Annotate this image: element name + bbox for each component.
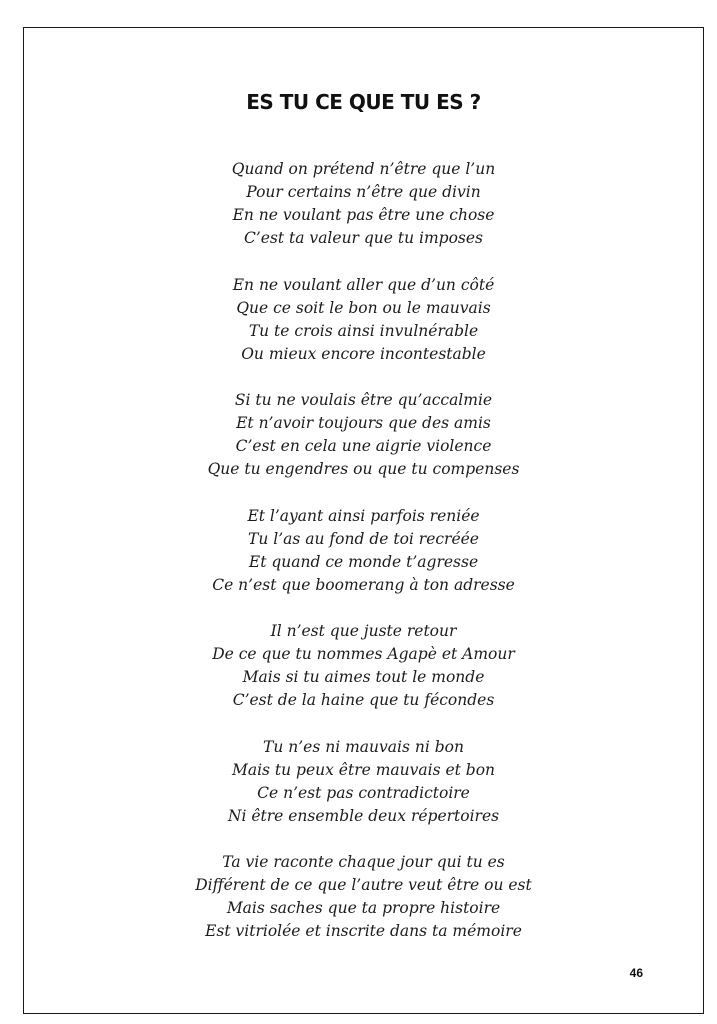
poem-line: Ni être ensemble deux répertoires	[227, 806, 500, 825]
stanza-5	[24, 620, 703, 712]
poem-line: Différent de ce que l’autre veut être ou est	[195, 876, 532, 894]
poem-line: Ou mieux encore incontestable	[241, 344, 486, 363]
poem-body	[24, 158, 703, 967]
poem-line: Tu l’as au fond de toi recréée	[248, 529, 479, 548]
poem-line: C’est ta valeur que tu imposes	[243, 229, 484, 247]
stanza-6	[24, 736, 703, 828]
poem-line: Mais tu peux être mauvais et bon	[231, 760, 496, 779]
poem-line: Tu n’es ni mauvais ni bon	[263, 737, 464, 756]
poem-line: Pour certains n’être que divin	[246, 183, 481, 201]
poem-line: Que ce soit le bon ou le mauvais	[236, 298, 491, 317]
stanza-2	[24, 274, 703, 366]
poem-line: Quand on prétend n’être que l’un	[231, 160, 496, 178]
poem-title: ES TU CE QUE TU ES ?	[246, 90, 481, 114]
stanza-7	[24, 851, 703, 943]
poem-line: Si tu ne voulais être qu’accalmie	[234, 391, 493, 409]
stanza-3	[24, 389, 703, 481]
poem-line: Il n’est que juste retour	[270, 622, 457, 640]
stanza-4	[24, 505, 703, 597]
poem-line: Et n’avoir toujours que des amis	[236, 414, 491, 432]
page-number: 46	[629, 966, 643, 980]
poem-line: C’est de la haine que tu fécondes	[232, 691, 495, 709]
poem-line: Et l’ayant ainsi parfois reniée	[247, 506, 480, 525]
poem-line: Ta vie raconte chaque jour qui tu es	[222, 853, 505, 871]
page-frame	[23, 27, 704, 1014]
poem-line: Tu te crois ainsi invulnérable	[248, 321, 479, 340]
poem-line: Est vitriolée et inscrite dans ta mémoire	[205, 922, 522, 940]
poem-line: Que tu engendres ou que tu compenses	[207, 460, 520, 478]
poem-line: C’est en cela une aigrie violence	[235, 437, 492, 455]
poem-line: De ce que tu nommes Agapè et Amour	[212, 645, 515, 663]
stanza-1	[24, 158, 703, 250]
poem-line: En ne voulant aller que d’un côté	[232, 275, 495, 294]
poem-line: Mais saches que ta propre histoire	[226, 899, 501, 917]
poem-line: En ne voulant pas être une chose	[232, 206, 495, 224]
poem-line: Mais si tu aimes tout le monde	[242, 668, 485, 686]
poem-line: Et quand ce monde t’agresse	[248, 552, 479, 571]
poem-line: Ce n’est pas contradictoire	[257, 783, 470, 802]
poem-line: Ce n’est que boomerang à ton adresse	[212, 575, 515, 594]
